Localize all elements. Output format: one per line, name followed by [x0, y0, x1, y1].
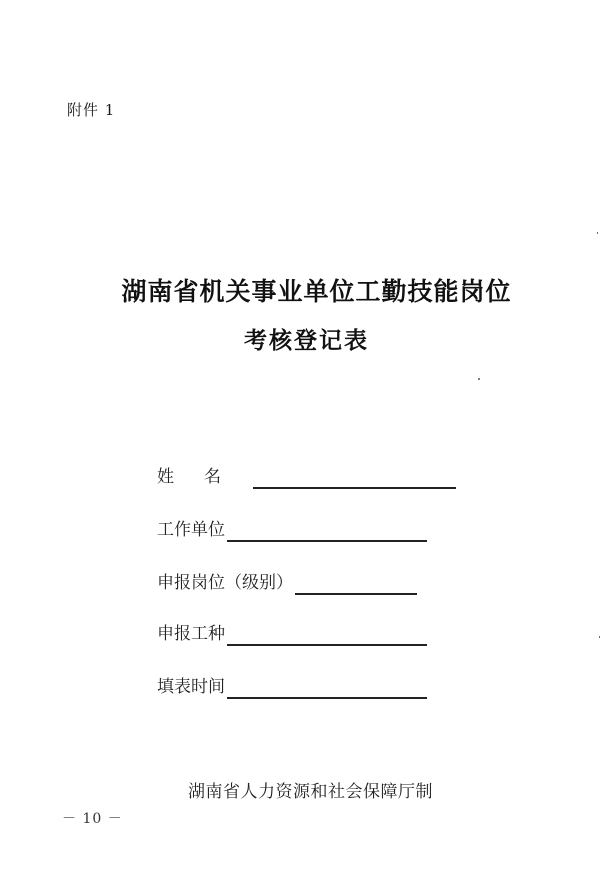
name-blank-line[interactable]: [253, 487, 456, 489]
scan-speck: [599, 636, 600, 638]
name-label: 姓名: [157, 467, 251, 487]
work-unit-blank-line[interactable]: [227, 540, 427, 542]
scan-speck: [478, 378, 480, 380]
trade-blank-line[interactable]: [227, 644, 427, 646]
name-field: [157, 466, 456, 492]
trade-label: 申报工种: [157, 624, 225, 644]
post-level-field: [157, 572, 417, 598]
form-title-line1: 湖南省机关事业单位工勤技能岗位: [121, 277, 512, 306]
work-unit-field: [157, 519, 427, 545]
work-unit-label: 工作单位: [157, 520, 225, 540]
scan-speck: [597, 232, 598, 234]
form-title-line2: 考核登记表: [244, 328, 369, 354]
attachment-label: 附件 1: [67, 101, 116, 119]
post-level-label: 申报岗位（级别）: [157, 573, 293, 593]
issuer-text: 湖南省人力资源和社会保障厅制: [188, 782, 433, 802]
fill-date-blank-line[interactable]: [227, 697, 427, 699]
trade-field: [157, 623, 427, 649]
page-number: － 10 －: [62, 811, 123, 827]
fill-date-field: [157, 676, 427, 702]
post-level-blank-line[interactable]: [295, 593, 417, 595]
fill-date-label: 填表时间: [157, 677, 225, 697]
